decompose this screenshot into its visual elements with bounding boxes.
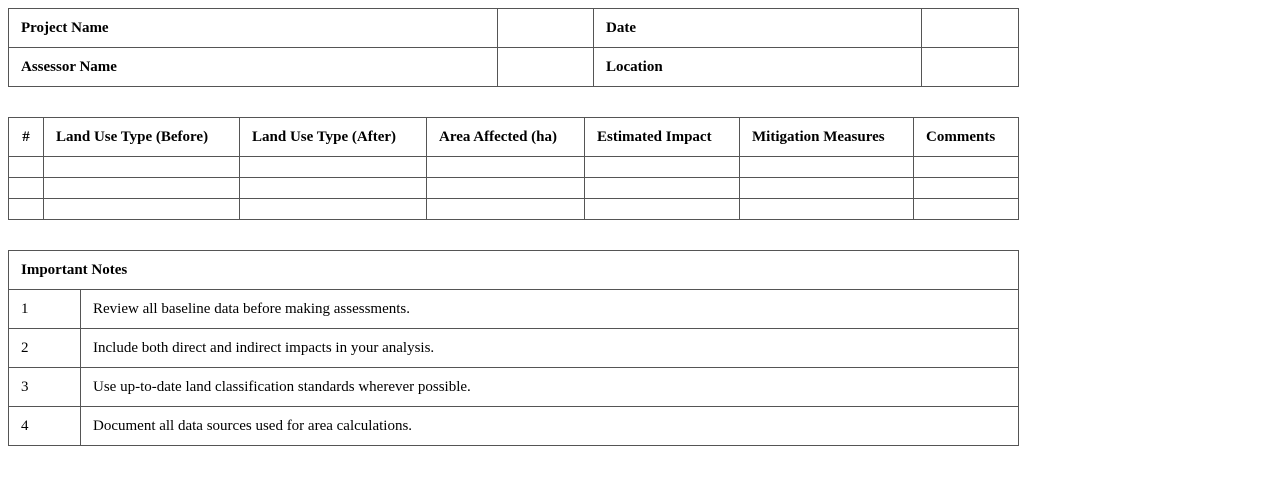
info-row-assessor	[9, 48, 1019, 87]
column-header-land-use-after: Land Use Type (After)	[240, 118, 427, 157]
table-cell[interactable]	[914, 178, 1019, 199]
table-cell[interactable]	[427, 178, 585, 199]
list-item	[9, 290, 1019, 329]
column-header-comments: Comments	[914, 118, 1019, 157]
note-text: Review all baseline data before making assessments.	[81, 290, 1019, 329]
list-item	[9, 329, 1019, 368]
table-cell[interactable]	[9, 178, 44, 199]
note-text: Include both direct and indirect impacts in your analysis.	[81, 329, 1019, 368]
table-cell[interactable]	[9, 157, 44, 178]
table-cell[interactable]	[740, 199, 914, 220]
table-row	[9, 178, 1019, 199]
important-notes-table	[8, 250, 1019, 446]
note-number: 3	[9, 368, 81, 407]
table-cell[interactable]	[740, 178, 914, 199]
location-label: Location	[594, 48, 922, 87]
date-label: Date	[594, 9, 922, 48]
land-use-table	[8, 117, 1019, 220]
table-row	[9, 157, 1019, 178]
date-value[interactable]	[922, 9, 1019, 48]
location-value[interactable]	[922, 48, 1019, 87]
assessor-name-value[interactable]	[498, 48, 594, 87]
table-cell[interactable]	[240, 178, 427, 199]
column-header-land-use-before: Land Use Type (Before)	[44, 118, 240, 157]
project-info-table	[8, 8, 1019, 87]
note-number: 2	[9, 329, 81, 368]
note-number: 1	[9, 290, 81, 329]
column-header-number: #	[9, 118, 44, 157]
table-cell[interactable]	[240, 157, 427, 178]
table-cell[interactable]	[585, 178, 740, 199]
table-cell[interactable]	[240, 199, 427, 220]
table-cell[interactable]	[44, 157, 240, 178]
table-cell[interactable]	[44, 199, 240, 220]
info-row-project	[9, 9, 1019, 48]
table-cell[interactable]	[914, 157, 1019, 178]
column-header-area-affected: Area Affected (ha)	[427, 118, 585, 157]
table-row	[9, 199, 1019, 220]
project-name-value[interactable]	[498, 9, 594, 48]
table-cell[interactable]	[9, 199, 44, 220]
table-cell[interactable]	[427, 157, 585, 178]
note-number: 4	[9, 407, 81, 446]
note-text: Use up-to-date land classification standards wherever possible.	[81, 368, 1019, 407]
project-name-label: Project Name	[9, 9, 498, 48]
table-cell[interactable]	[740, 157, 914, 178]
column-header-mitigation-measures: Mitigation Measures	[740, 118, 914, 157]
table-cell[interactable]	[585, 199, 740, 220]
list-item	[9, 407, 1019, 446]
notes-title-row	[9, 251, 1019, 290]
list-item	[9, 368, 1019, 407]
land-use-header-row	[9, 118, 1019, 157]
column-header-estimated-impact: Estimated Impact	[585, 118, 740, 157]
assessor-name-label: Assessor Name	[9, 48, 498, 87]
note-text: Document all data sources used for area calculations.	[81, 407, 1019, 446]
notes-title: Important Notes	[9, 251, 1019, 290]
table-cell[interactable]	[585, 157, 740, 178]
table-cell[interactable]	[914, 199, 1019, 220]
table-cell[interactable]	[44, 178, 240, 199]
table-cell[interactable]	[427, 199, 585, 220]
